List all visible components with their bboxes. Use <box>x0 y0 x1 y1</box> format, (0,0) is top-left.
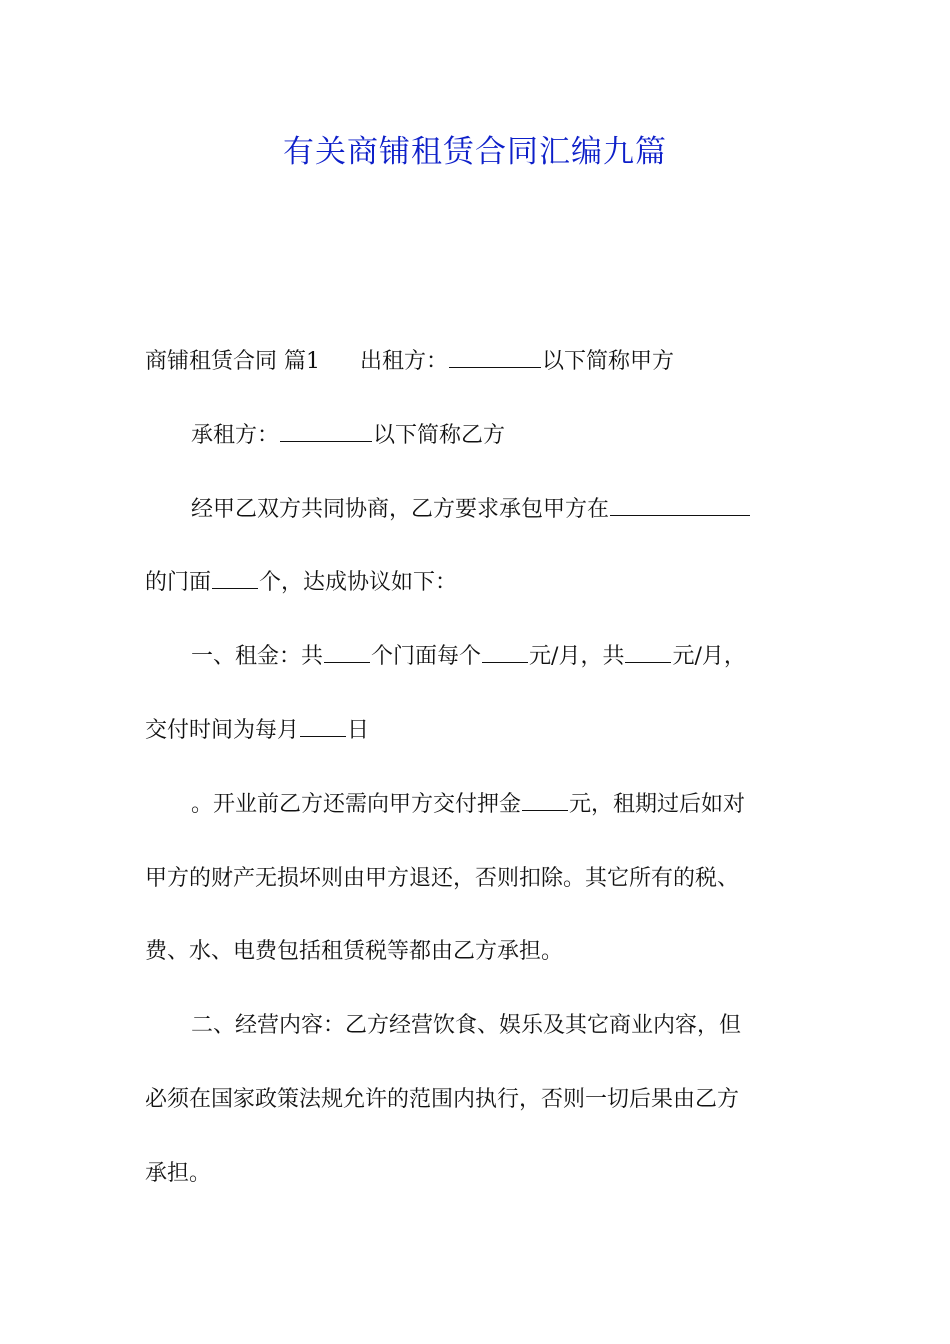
lessee-line <box>145 399 810 473</box>
business-line-3: 承担。 <box>145 1160 212 1186</box>
rent-unit-blank <box>482 642 528 663</box>
rent-text-b1: 交付时间为每月 <box>145 717 300 743</box>
location-blank <box>610 495 750 516</box>
deposit-line-1 <box>145 768 810 842</box>
deposit-text-a2: 元，租期过后如对 <box>569 791 746 817</box>
lessor-label: 出租方： <box>360 349 449 374</box>
intro-line-1 <box>145 473 810 547</box>
section-label: 商铺租赁合同 篇1 <box>145 349 320 374</box>
intro-text-b2: 个，达成协议如下： <box>259 570 458 596</box>
rent-count-blank <box>324 642 370 663</box>
rent-text-a1: 一、租金：共 <box>191 644 324 670</box>
lessee-blank <box>280 421 372 442</box>
rent-total-blank <box>625 642 671 663</box>
rent-line-2 <box>145 694 810 768</box>
rent-text-a3: 元/月，共 <box>529 644 625 670</box>
intro-line-2 <box>145 546 810 620</box>
rent-line-1 <box>145 620 810 694</box>
lessor-blank <box>449 347 541 368</box>
lessor-suffix: 以下简称甲方 <box>542 349 675 374</box>
business-line-1: 二、经营内容：乙方经营饮食、娱乐及其它商业内容，但 <box>191 1013 742 1039</box>
rent-text-a4: 元/月， <box>672 644 746 670</box>
deposit-line-3: 费、水、电费包括租赁税等都由乙方承担。 <box>145 939 564 965</box>
business-line-2: 必须在国家政策法规允许的范围内执行，否则一切后果由乙方 <box>145 1086 740 1112</box>
document-title: 有关商铺租赁合同汇编九篇 <box>283 134 667 170</box>
storefront-count-blank <box>212 568 258 589</box>
lessee-suffix: 以下简称乙方 <box>373 422 506 448</box>
document-body <box>145 325 810 1211</box>
lessor-line <box>145 325 810 399</box>
rent-text-b2: 日 <box>347 717 370 743</box>
lessee-label: 承租方： <box>191 422 280 448</box>
deposit-text-a1: 。开业前乙方还需向甲方交付押金 <box>191 791 522 817</box>
payment-day-blank <box>300 716 346 737</box>
intro-text-a: 经甲乙双方共同协商，乙方要求承包甲方在 <box>191 496 610 522</box>
deposit-line-2: 甲方的财产无损坏则由甲方退还，否则扣除。其它所有的税、 <box>145 865 740 891</box>
rent-text-a2: 个门面每个 <box>371 644 482 670</box>
intro-text-b1: 的门面 <box>145 570 212 596</box>
deposit-amount-blank <box>522 790 568 811</box>
